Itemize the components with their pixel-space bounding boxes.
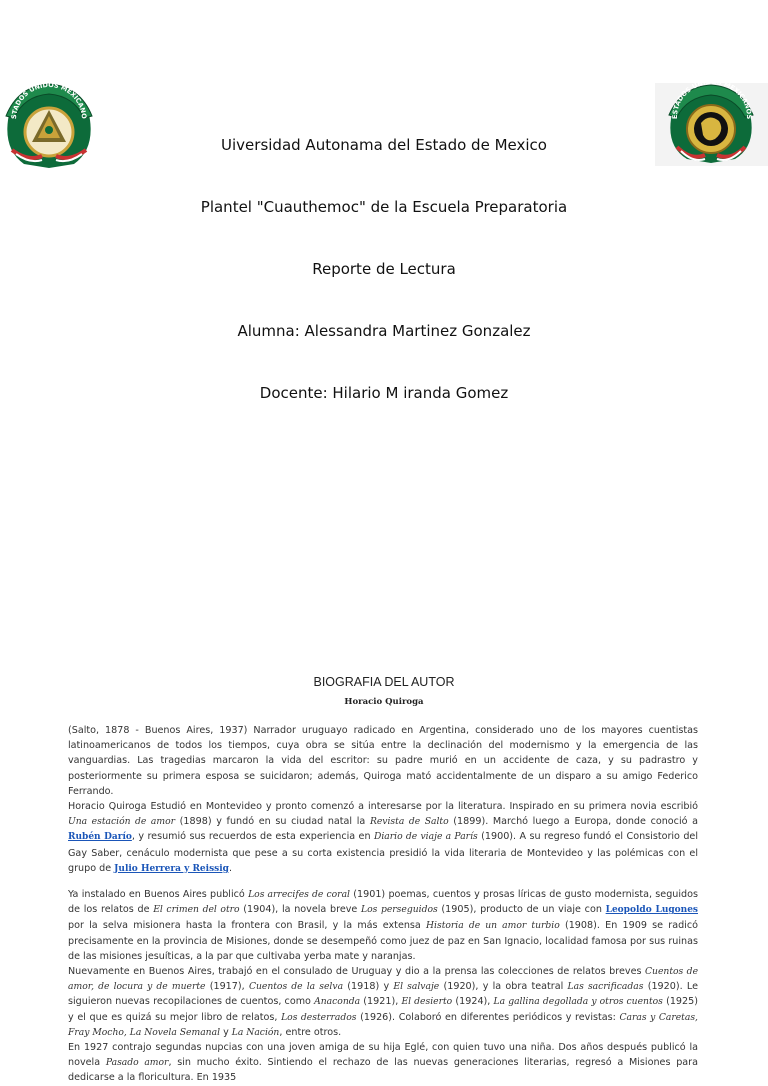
text-run: (1925) y el que es quizá su mejor libro de relatos, <box>68 996 698 1023</box>
link-julio-herrera[interactable]: Julio Herrera y Reissig <box>114 863 229 874</box>
bio-paragraph-2 <box>68 799 698 877</box>
text-run: (1899). Marchó luego a Europa, donde conoció a <box>448 816 699 828</box>
book-title: La gallina degollada y otros cuentos <box>493 996 663 1008</box>
text-run: y <box>220 1026 232 1038</box>
text-run: (1920). Le siguieron nuevas recopilaciones de cuentos, como <box>68 981 698 1008</box>
book-title: Pasado amor <box>105 1057 169 1069</box>
book-title: Una estación de amor <box>68 816 176 828</box>
crest-right-motto: ESTADOS UN MEXICANOS <box>670 83 754 120</box>
text-run: (1904), la novela breve <box>239 904 362 916</box>
bio-paragraph-3 <box>68 887 698 964</box>
text-run: Horacio Quiroga Estudió en Montevideo y pronto comenzó a interesarse por la literatura. Inspirado en su primera novia escribió <box>68 801 698 813</box>
book-title: Historia de un amor turbio <box>426 920 560 932</box>
book-title: Los perseguidos <box>361 904 438 916</box>
biography-heading: BIOGRAFIA DEL AUTOR <box>313 675 455 689</box>
crest-left-motto: STADOS UNIDOS MEXICANO <box>9 80 89 120</box>
text-run: En 1927 contrajo segundas nupcias con una joven amiga de su hija Eglé, con quien tuvo una niña. Dos años después publicó la novela <box>68 1042 698 1069</box>
text-run: . <box>228 862 232 874</box>
book-title: El crimen del otro <box>153 904 240 916</box>
text-run: (1905), producto de un viaje con <box>437 904 606 916</box>
magazine-title: La Nación <box>231 1026 280 1038</box>
report-title: Reporte de Lectura <box>312 260 456 278</box>
text-run: , sin mucho éxito. Sintiendo el rechazo de las nuevas generaciones literarias, regresó a Misiones para dedicarse a la floricultura. En 1935 <box>68 1057 698 1084</box>
magazine-title: Caras y Caretas, Fray Mocho, La Novela Semanal <box>68 1011 698 1038</box>
book-title: Las sacrificadas <box>567 981 644 993</box>
university-crest-left <box>2 80 96 170</box>
book-title: Cuentos de la selva <box>248 981 344 993</box>
text-run: (1908). En 1909 se radicó precisamente en la provincia de Misiones, donde se desempeñó como juez de paz en San Ignacio, localidad famosa por sus ruinas de las misiones jesuíticas, a la par que cultivaba yerba mate y naranjas. <box>68 920 698 962</box>
biography-text <box>68 723 698 1086</box>
bio-paragraph-1: (Salto, 1878 - Buenos Aires, 1937) Narrador uruguayo radicado en Argentina, considerado uno de los mayores cuentistas latinoamericanos de todos los tiempos, cuya obra se sitúa entre la declinación del modernismo y la emergencia de las vanguardias. Las tragedias marcaron la vida del escritor: su padre murió en un accidente de caza, y su padrastro y posteriormente su primera esposa se suicidaron; además, Quiroga mató accidentalmente de un disparo a su amigo Federico Ferrando. <box>68 725 698 797</box>
bio-paragraph-5 <box>68 1040 698 1086</box>
text-run: (1920), y la obra teatral <box>439 981 568 993</box>
text-run: , entre otros. <box>279 1026 342 1038</box>
book-title: El desierto <box>401 996 453 1008</box>
bio-paragraph-4 <box>68 964 698 1040</box>
text-run: (1918) y <box>343 981 394 993</box>
text-run: , y resumió sus recuerdos de esta experiencia en <box>131 831 374 843</box>
book-title: Los desterrados <box>281 1011 357 1023</box>
text-run: (1924), <box>452 996 494 1008</box>
book-title: Diario de viaje a París <box>373 831 478 843</box>
magazine-title: Revista de Salto <box>369 816 449 828</box>
school-name: Plantel "Cuauthemoc" de la Escuela Preparatoria <box>200 198 568 216</box>
text-run: (1917), <box>205 981 249 993</box>
author-name: Horacio Quiroga <box>344 697 424 707</box>
teacher-name: Docente: Hilario M iranda Gomez <box>259 384 509 402</box>
book-title: El salvaje <box>393 981 440 993</box>
text-run: por la selva misionera hasta la frontera con Brasil, y la más extensa <box>68 920 427 932</box>
text-run: (1900). A su regreso fundó el Consistorio del Gay Saber, cenáculo modernista que pese a su corta existencia presidió la vida literaria de Montevideo y las polémicas con el grupo de <box>68 831 698 874</box>
text-run: (1926). Colaboró en diferentes periódicos y revistas: <box>356 1011 620 1023</box>
text-run: (1898) y fundó en su ciudad natal la <box>175 816 370 828</box>
book-title: Anaconda <box>314 996 361 1008</box>
text-run: (1921), <box>360 996 402 1008</box>
text-run: (1901) poemas, cuentos y prosas líricas de gusto modernista, seguidos de los relatos de <box>68 889 699 916</box>
book-title: Cuentos de amor, de locura y de muerte <box>68 966 699 993</box>
link-ruben-dario[interactable]: Rubén Darío <box>68 832 132 843</box>
link-leopoldo-lugones[interactable]: Leopoldo Lugones <box>605 905 698 916</box>
text-run: Nuevamente en Buenos Aires, trabajó en el consulado de Uruguay y dio a la prensa las colecciones de relatos breves <box>68 966 646 978</box>
university-name: Uiversidad Autonama del Estado de Mexico <box>221 136 547 154</box>
text-run: Ya instalado en Buenos Aires publicó <box>68 889 249 901</box>
book-title: Los arrecifes de coral <box>248 889 350 901</box>
student-name: Alumna: Alessandra Martinez Gonzalez <box>237 322 531 340</box>
